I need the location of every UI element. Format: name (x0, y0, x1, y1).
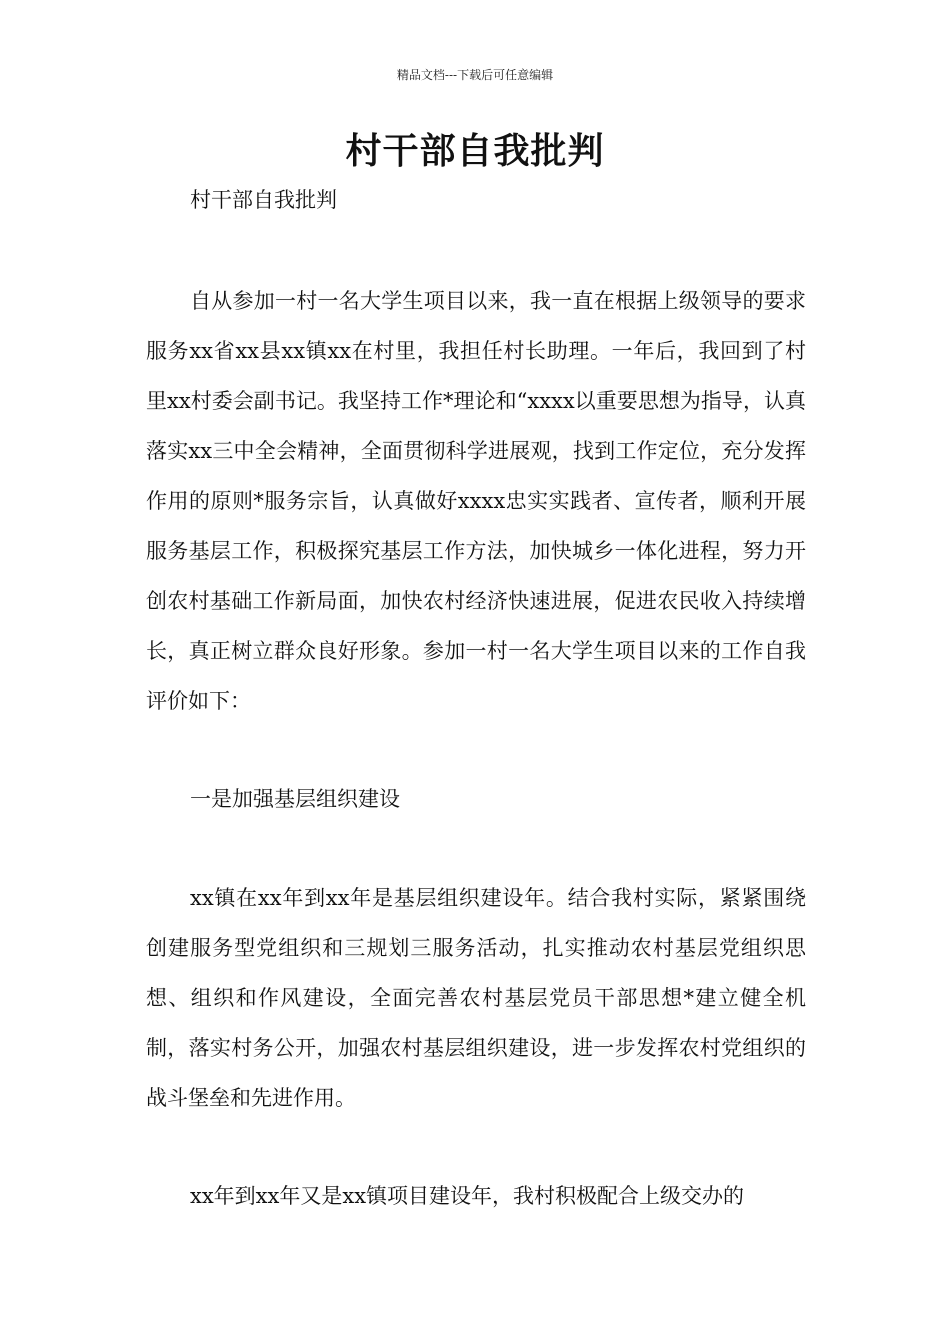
page-header: 精品文档---下载后可任意编辑 (396, 68, 554, 82)
document-subtitle: 村干部自我批判 (190, 188, 337, 212)
section-heading: 一是加强基层组织建设 (190, 787, 400, 811)
paragraph-project: xx年到xx年又是xx镇项目建设年，我村积极配合上级交办的 (190, 1184, 745, 1208)
document-title: 村干部自我批判 (345, 131, 605, 172)
paragraph-organization: xx镇在xx年到xx年是基层组织建设年。结合我村实际，紧紧围绕创建服务型党组织和三规划三服务活动，扎实推动农村基层党组织思想、组织和作风建设，全面完善农村基层党员干部思想*建立健全机制，落实村务公开，加强农村基层组织建设，进一步发挥农村党组织的战斗堡垒和先进作用。 (146, 886, 806, 1110)
paragraph-intro: 自从参加一村一名大学生项目以来，我一直在根据上级领导的要求服务xx省xx县xx镇xx在村里，我担任村长助理。一年后，我回到了村里xx村委会副书记。我坚持工作*理论和“xxxx以重要思想为指导，认真落实xx三中全会精神，全面贯彻科学进展观，找到工作定位，充分发挥作用的原则*服务宗旨，认真做好xxxx忠实实践者、宣传者，顺利开展服务基层工作，积极探究基层工作方法，加快城乡一体化进程，努力开创农村基础工作新局面，加快农村经济快速进展，促进农民收入持续增长，真正树立群众良好形象。参加一村一名大学生项目以来的工作自我评价如下： (146, 289, 806, 713)
